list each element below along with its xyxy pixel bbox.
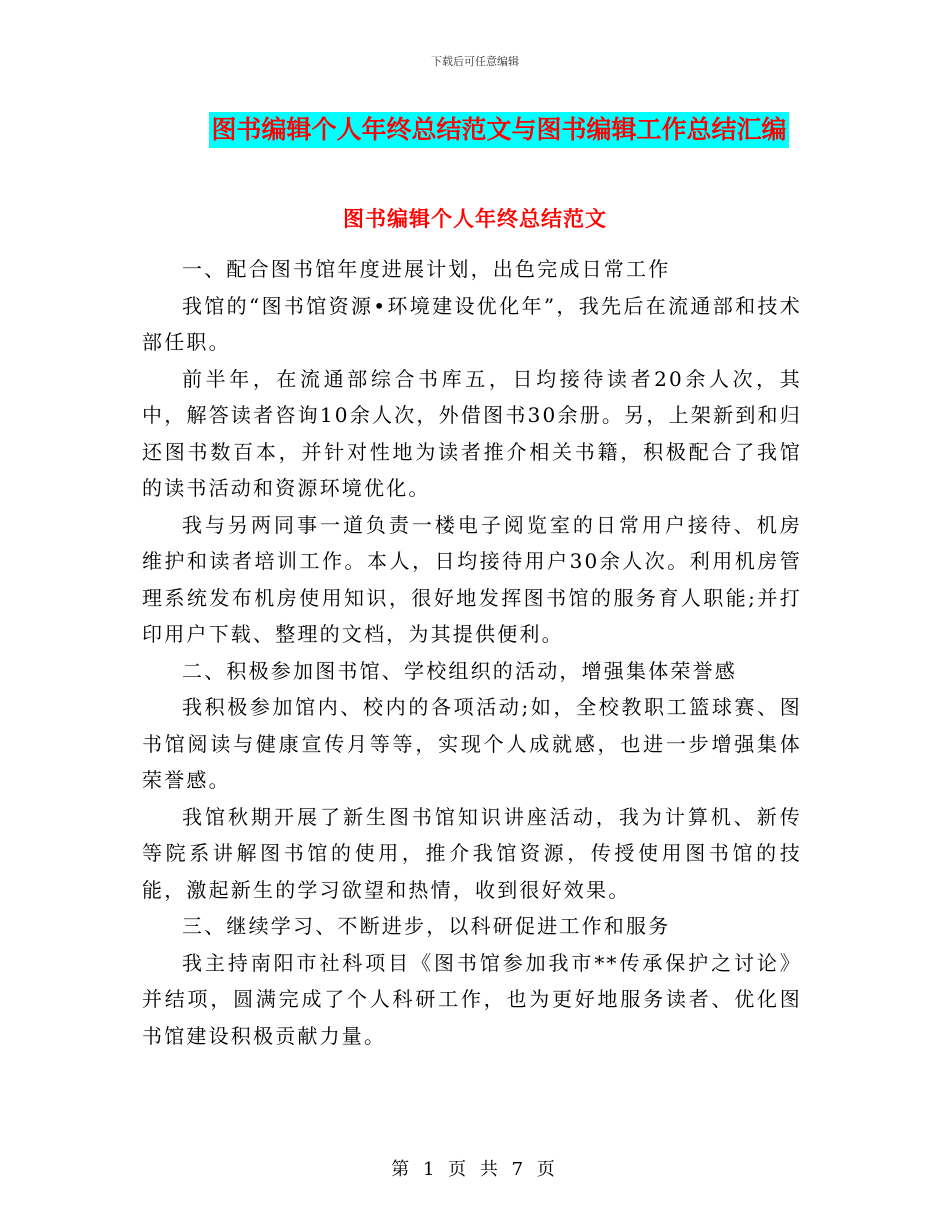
page-header-note: 下载后可任意编辑 [431,55,519,68]
main-title: 图书编辑个人年终总结范文与图书编辑工作总结汇编 [209,112,788,148]
section-heading-3: 三、继续学习、不断进步，以科研促进工作和服务 [182,914,671,938]
section-heading-1: 一、配合图书馆年度进展计划，出色完成日常工作 [182,257,671,281]
section-heading-2: 二、积极参加图书馆、学校组织的活动，增强集体荣誉感 [182,658,737,683]
body-paragraph: 我与另两同事一道负责一楼电子阅览室的日常用户接待、机房维护和读者培训工作。本人，日均接待用户30余人次。利用机房管理系统发布机房使用知识，很好地发挥图书馆的服务育人职能;并打印用户下载、整理的文档，为其提供便利。 [142,512,802,646]
body-paragraph: 我主持南阳市社科项目《图书馆参加我市**传承保护之讨论》并结项，圆满完成了个人科研工作，也为更好地服务读者、优化图书馆建设积极贡献力量。 [142,950,802,1048]
page-number-footer: 第 1 页 共 7 页 [391,1159,559,1180]
body-paragraph: 前半年，在流通部综合书库五，日均接待读者20余人次，其中，解答读者咨询10余人次，外借图书30余册。另，上架新到和归还图书数百本，并针对性地为读者推介相关书籍，积极配合了我馆的读书活动和资源环境优化。 [142,366,802,500]
document-body [142,251,802,1054]
section-title: 图书编辑个人年终总结范文 [343,207,607,231]
body-paragraph: 我馆的“图书馆资源•环境建设优化年”，我先后在流通部和技术部任职。 [142,293,802,354]
body-paragraph: 我积极参加馆内、校内的各项活动;如，全校教职工篮球赛、图书馆阅读与健康宣传月等等，实现个人成就感，也进一步增强集体荣誉感。 [142,695,802,792]
body-paragraph: 我馆秋期开展了新生图书馆知识讲座活动，我为计算机、新传等院系讲解图书馆的使用，推介我馆资源，传授使用图书馆的技能，激起新生的学习欲望和热情，收到很好效果。 [142,804,802,902]
main-title-container [0,112,950,148]
